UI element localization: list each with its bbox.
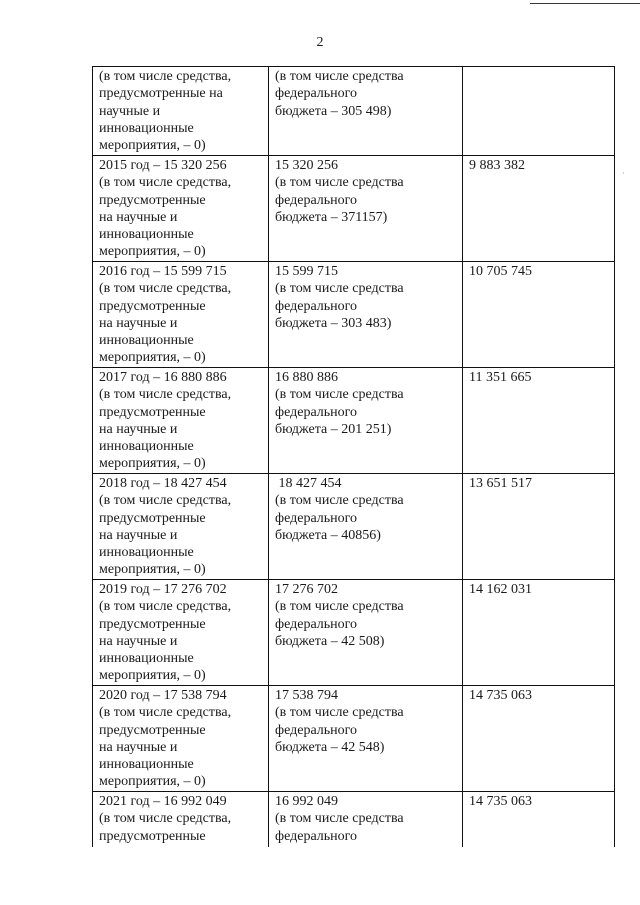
total-cell [93,156,269,262]
cell-line: федерального [275,298,358,314]
cell-line: предусмотренные [99,616,206,632]
extra-cell [463,368,615,474]
regional-cell [269,368,463,474]
cell-line: 14 162 031 [469,582,532,597]
top-rule [530,3,640,4]
cell-line: мероприятия, – 0) [99,668,206,684]
cell-line: научные и [99,103,161,119]
cell-line: инновационные [99,333,194,349]
cell-line: (в том числе средства [275,811,404,827]
cell-line: 2015 год – 15 320 256 [99,158,227,173]
cell-line: федерального [275,510,358,526]
table-row [93,474,615,580]
cell-line: федерального [275,828,358,844]
cell-line: 17 538 794 [275,688,338,703]
cell-line: предусмотренные [99,510,206,526]
cell-line: 13 651 517 [469,476,532,491]
cell-line: (в том числе средства [275,493,404,509]
margin-mark: · [622,169,625,178]
cell-line: 17 276 702 [275,582,338,597]
cell-line: мероприятия, – 0) [99,774,206,790]
cell-line: предусмотренные [99,828,206,844]
cell-line: 9 883 382 [469,158,525,173]
cell-line: предусмотренные на [99,86,223,102]
cell-line: мероприятия, – 0) [99,562,206,578]
cell-line: федерального [275,722,358,738]
cell-line: инновационные [99,545,194,561]
cell-line: (в том числе средства [275,705,404,721]
regional-cell [269,156,463,262]
cell-line: 16 992 049 [275,794,338,809]
cell-line: (в том числе средства, [99,493,232,509]
cell-line: предусмотренные [99,722,206,738]
regional-cell [269,686,463,792]
cell-line: на научные и [99,421,178,437]
cell-line: (в том числе средства [275,175,404,191]
total-cell [93,67,269,156]
cell-line: на научные и [99,315,178,331]
total-cell [93,792,269,847]
cell-line: инновационные [99,757,194,773]
extra-cell [463,474,615,580]
cell-line: инновационные [99,651,194,667]
cell-line: (в том числе средства [275,387,404,403]
extra-cell [463,580,615,686]
cell-line: бюджета – 42 548) [275,739,385,755]
table-row [93,262,615,368]
cell-line: предусмотренные [99,192,206,208]
cell-line: федерального [275,616,358,632]
table-row [93,67,615,156]
cell-line: (в том числе средства, [99,69,232,84]
cell-line: (в том числе средства, [99,387,232,403]
total-cell [93,368,269,474]
cell-line: (в том числе средства [275,69,404,84]
cell-line: (в том числе средства [275,599,404,615]
regional-cell [269,792,463,847]
total-cell [93,262,269,368]
table-row [93,368,615,474]
cell-line: (в том числе средства, [99,281,232,297]
cell-line: бюджета – 201 251) [275,421,392,437]
cell-line: 2017 год – 16 880 886 [99,370,227,385]
cell-line: бюджета – 371157) [275,209,388,225]
cell-line: 16 880 886 [275,370,338,385]
cell-line: (в том числе средства [275,281,404,297]
cell-line: предусмотренные [99,298,206,314]
cell-line: 10 705 745 [469,264,532,279]
cell-line: мероприятия, – 0) [99,138,206,154]
cell-line: 14 735 063 [469,794,532,809]
cell-line: федерального [275,404,358,420]
cell-line: бюджета – 305 498) [275,103,392,119]
cell-line: инновационные [99,120,194,136]
cell-line: инновационные [99,439,194,455]
total-cell [93,686,269,792]
extra-cell [463,67,615,156]
extra-cell [463,262,615,368]
cell-line: на научные и [99,739,178,755]
cell-line: на научные и [99,527,178,543]
regional-cell [269,67,463,156]
cell-line: предусмотренные [99,404,206,420]
cell-line: 15 599 715 [275,264,338,279]
regional-cell [269,580,463,686]
regional-cell [269,262,463,368]
cell-line: 2019 год – 17 276 702 [99,582,227,597]
cell-line: 2018 год – 18 427 454 [99,476,227,491]
cell-line: 2021 год – 16 992 049 [99,794,227,809]
cell-line: 14 735 063 [469,688,532,703]
extra-cell [463,792,615,847]
cell-line: (в том числе средства, [99,599,232,615]
cell-line: мероприятия, – 0) [99,456,206,472]
page-number: 2 [316,35,324,50]
cell-line: 18 427 454 [275,476,342,491]
total-cell [93,580,269,686]
cell-line: 11 351 665 [469,370,532,385]
total-cell [93,474,269,580]
cell-line: 15 320 256 [275,158,338,173]
cell-line: на научные и [99,209,178,225]
cell-line: бюджета – 40856) [275,527,381,543]
table-row [93,686,615,792]
table-row [93,792,615,847]
regional-cell [269,474,463,580]
table-row [93,580,615,686]
budget-table [92,66,615,847]
cell-line: федерального [275,86,358,102]
cell-line: мероприятия, – 0) [99,244,206,260]
cell-line: (в том числе средства, [99,175,232,191]
cell-line: 2016 год – 15 599 715 [99,264,227,279]
extra-cell [463,156,615,262]
cell-line: федерального [275,192,358,208]
cell-line: бюджета – 42 508) [275,633,385,649]
cell-line: мероприятия, – 0) [99,350,206,366]
cell-line: бюджета – 303 483) [275,315,392,331]
cell-line: 2020 год – 17 538 794 [99,688,227,703]
cell-line: инновационные [99,227,194,243]
extra-cell [463,686,615,792]
cell-line: (в том числе средства, [99,811,232,827]
cell-line: (в том числе средства, [99,705,232,721]
cell-line: на научные и [99,633,178,649]
table-row [93,156,615,262]
